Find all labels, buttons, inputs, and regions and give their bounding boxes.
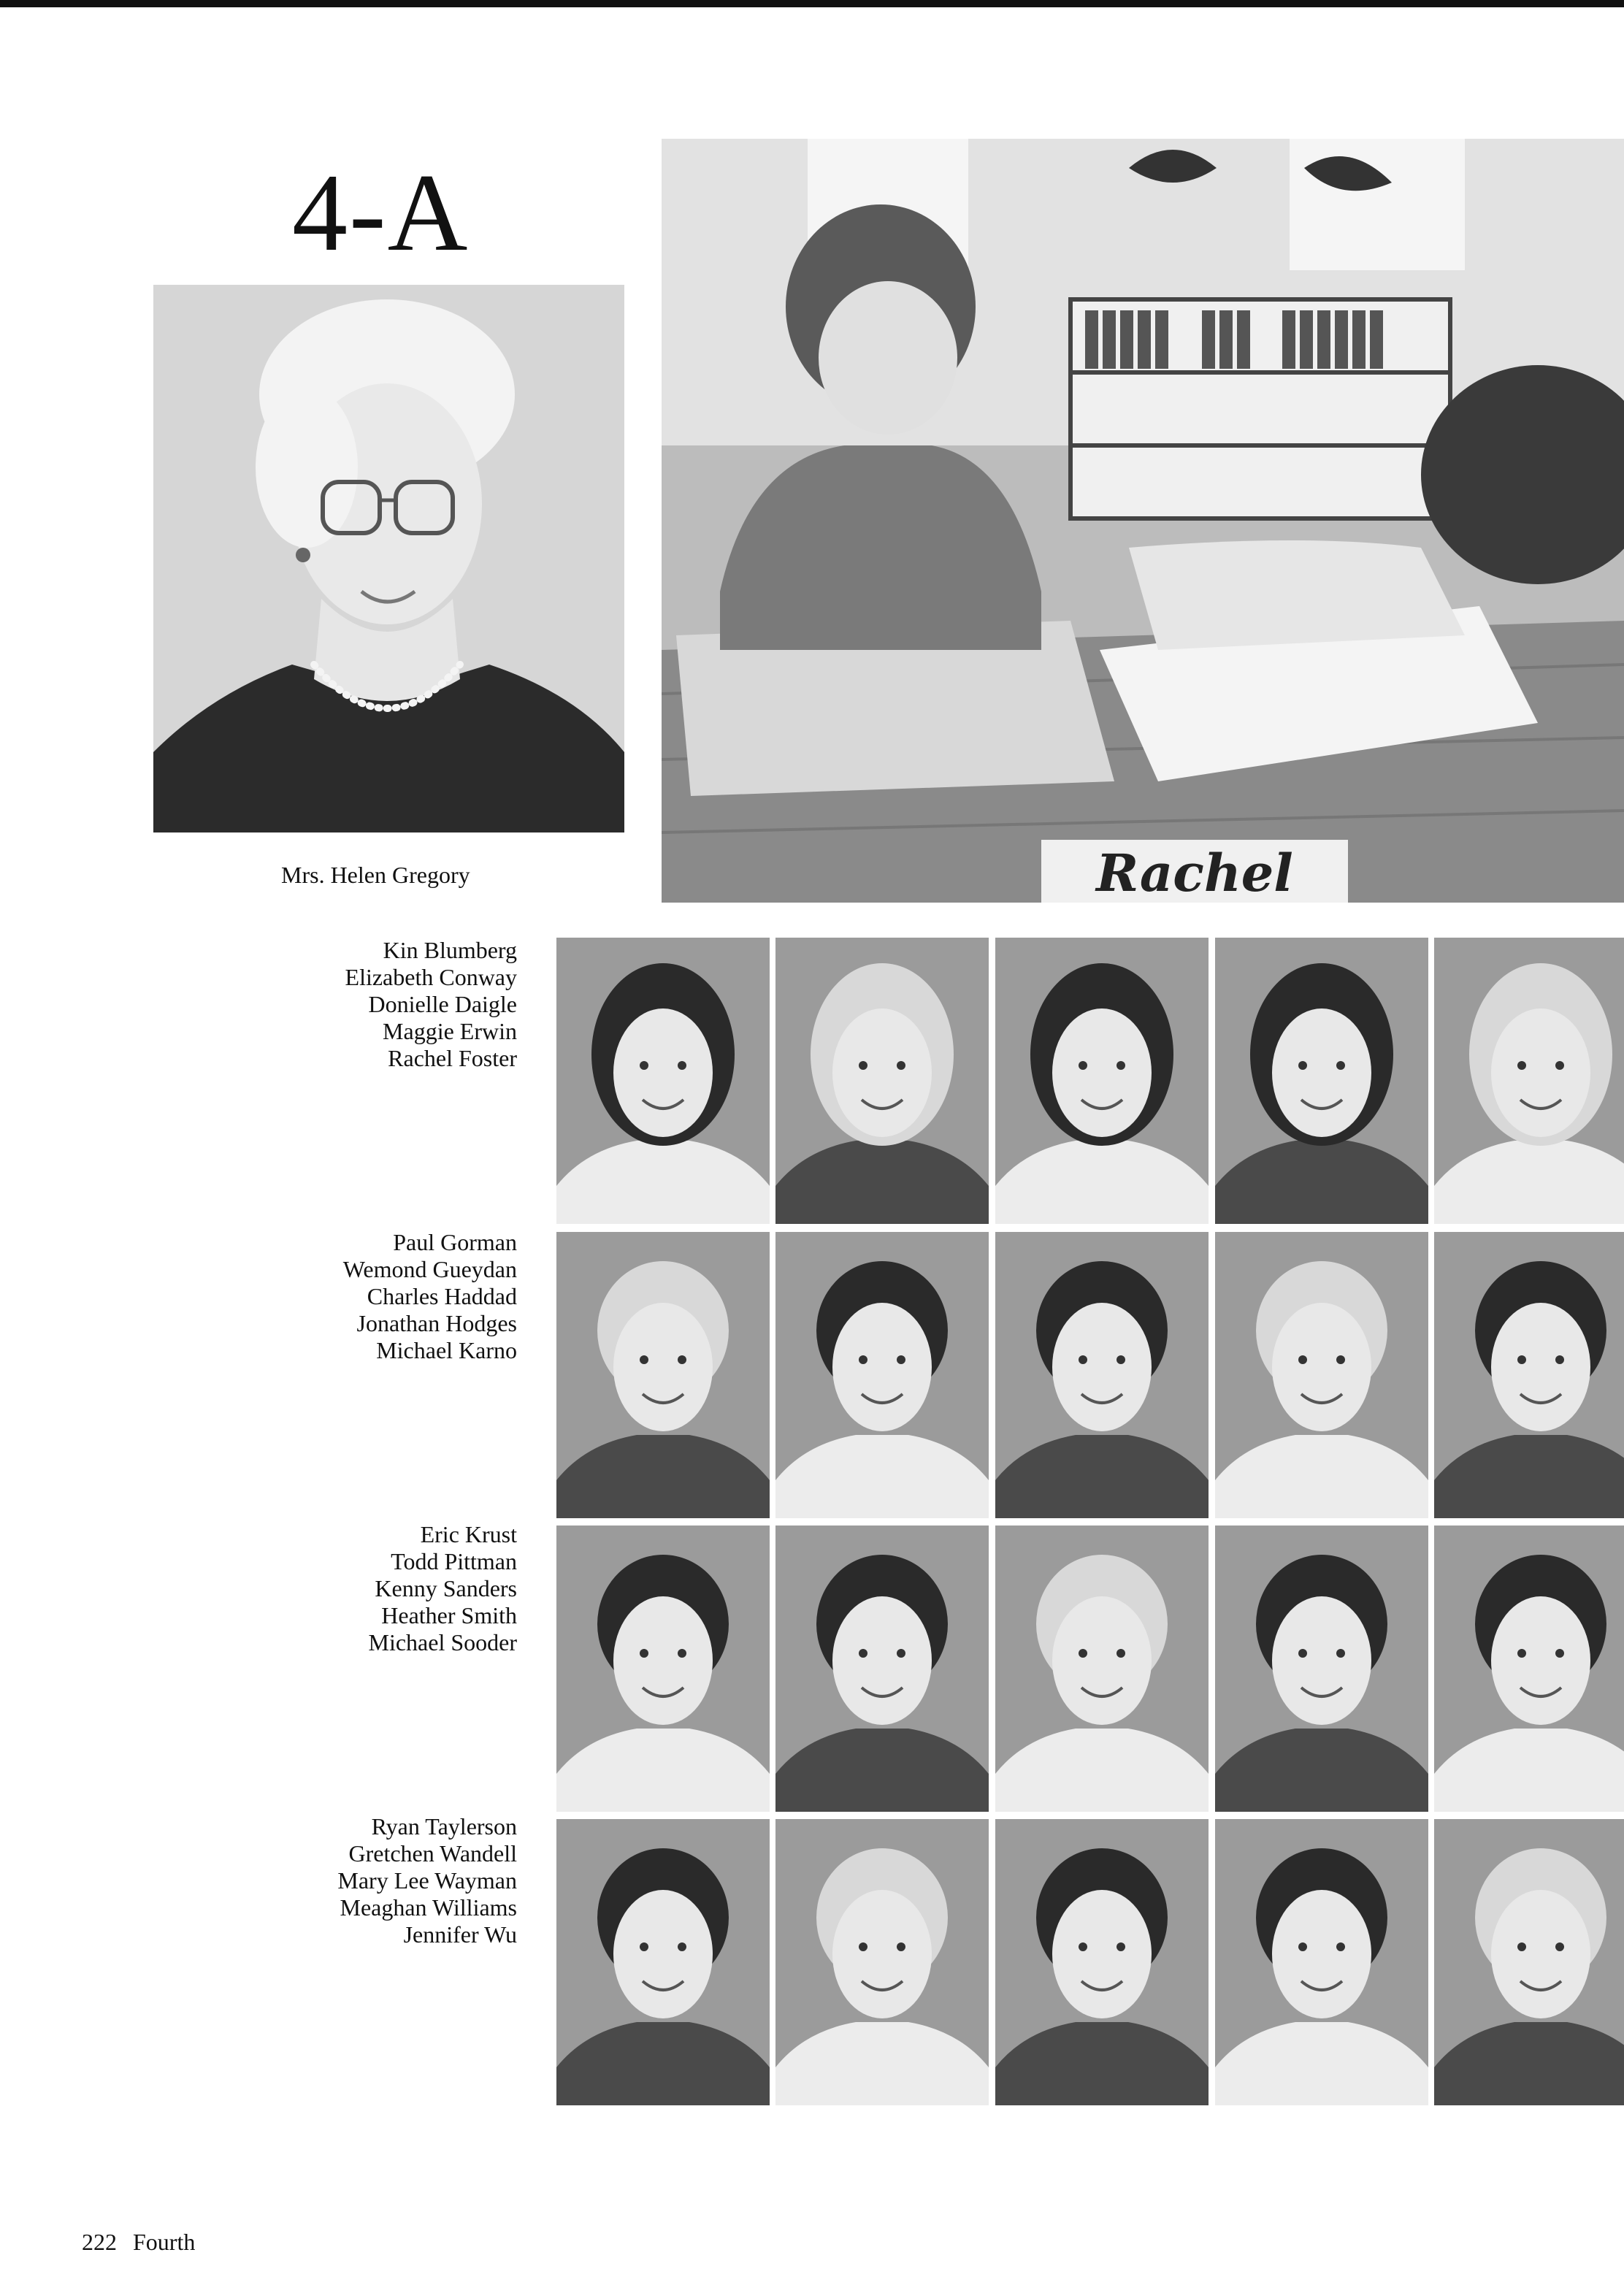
student-portrait	[1215, 1526, 1428, 1812]
student-portrait	[775, 1819, 989, 2105]
student-portrait	[995, 1819, 1209, 2105]
student-portrait	[1215, 1819, 1428, 2105]
student-portrait	[1215, 1232, 1428, 1518]
student-portrait	[995, 938, 1209, 1224]
name-list-row-4	[152, 1813, 517, 1948]
classroom-photo	[662, 139, 1624, 903]
student-name: Kin Blumberg	[383, 937, 517, 963]
student-portrait	[995, 1232, 1209, 1518]
student-name: Wemond Gueydan	[342, 1256, 517, 1282]
student-name: Rachel Foster	[388, 1045, 517, 1071]
section-name: Fourth	[133, 2229, 196, 2255]
student-portrait	[775, 1232, 989, 1518]
student-portrait	[775, 938, 989, 1224]
student-name: Mary Lee Wayman	[337, 1867, 517, 1894]
student-name: Donielle Daigle	[368, 991, 517, 1017]
student-name: Jonathan Hodges	[356, 1310, 517, 1336]
student-portrait	[556, 1819, 770, 2105]
student-name: Paul Gorman	[393, 1229, 517, 1255]
teacher-photo	[153, 285, 624, 832]
student-name: Gretchen Wandell	[348, 1840, 517, 1867]
page-folio	[82, 2229, 195, 2256]
student-name: Michael Karno	[376, 1337, 517, 1363]
student-name: Michael Sooder	[368, 1629, 517, 1655]
student-name: Elizabeth Conway	[345, 964, 517, 990]
name-list-row-1	[152, 937, 517, 1072]
desk-nameplate: Rachel	[1096, 843, 1293, 903]
student-name: Todd Pittman	[391, 1548, 517, 1574]
student-name: Kenny Sanders	[375, 1575, 517, 1601]
student-name: Eric Krust	[420, 1521, 517, 1547]
student-name: Meaghan Williams	[340, 1894, 517, 1921]
student-name: Maggie Erwin	[383, 1018, 517, 1044]
student-name: Ryan Taylerson	[371, 1813, 517, 1840]
name-list-row-3	[152, 1521, 517, 1656]
top-rule	[0, 0, 1624, 7]
student-name: Jennifer Wu	[403, 1921, 517, 1948]
student-portrait	[1434, 1526, 1624, 1812]
student-portrait	[995, 1526, 1209, 1812]
student-portrait	[556, 1232, 770, 1518]
page-number: 222	[82, 2229, 117, 2255]
student-portrait	[556, 938, 770, 1224]
student-portrait	[1215, 938, 1428, 1224]
class-title: 4-A	[292, 151, 470, 274]
name-list-row-2	[152, 1229, 517, 1364]
student-portrait	[556, 1526, 770, 1812]
student-portrait	[775, 1526, 989, 1812]
student-portrait	[1434, 1819, 1624, 2105]
student-name: Heather Smith	[381, 1602, 517, 1628]
teacher-name-caption: Mrs. Helen Gregory	[281, 862, 470, 888]
student-portrait	[1434, 1232, 1624, 1518]
student-name: Charles Haddad	[367, 1283, 517, 1309]
student-portrait	[1434, 938, 1624, 1224]
